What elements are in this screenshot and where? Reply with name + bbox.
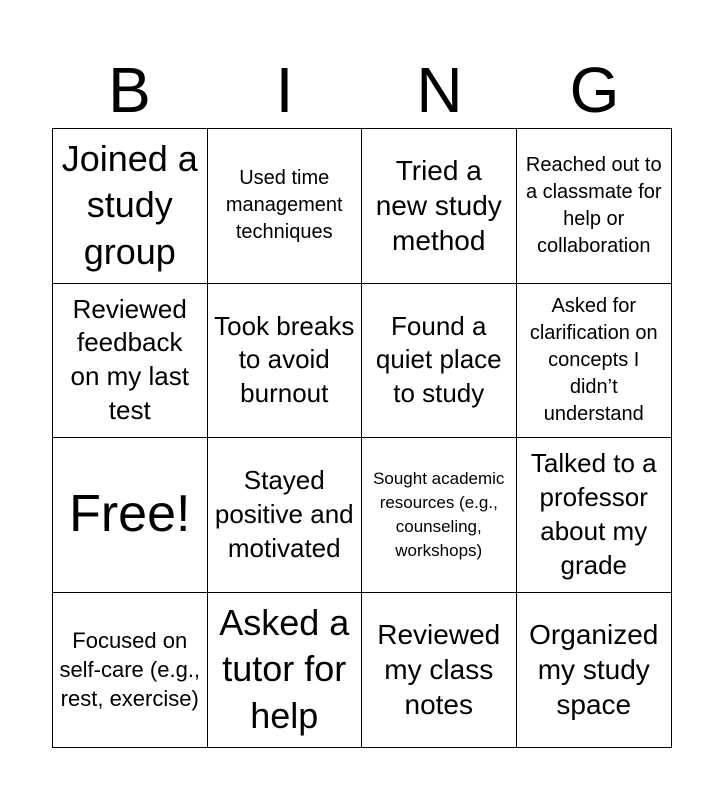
bingo-cell[interactable] xyxy=(362,284,517,439)
bingo-cell-label: Focused on self-care (e.g., rest, exercise) xyxy=(59,628,201,712)
bingo-cell-label: Organized my study space xyxy=(529,619,659,721)
bingo-cell-label: Reviewed feedback on my last test xyxy=(70,293,189,426)
bingo-cell[interactable] xyxy=(517,284,672,439)
bingo-cell-label: Reached out to a classmate for help or collaboration xyxy=(525,153,662,257)
bingo-cell[interactable] xyxy=(362,129,517,284)
bingo-cell[interactable] xyxy=(53,284,208,439)
header-letter-i: I xyxy=(275,54,294,126)
bingo-cell-label: Stayed positive and motivated xyxy=(214,465,354,563)
bingo-cell[interactable] xyxy=(517,438,672,593)
bingo-cell-label: Found a quiet place to study xyxy=(375,310,502,409)
header-letter-n: N xyxy=(416,54,463,126)
bingo-header xyxy=(52,52,672,128)
bingo-cell-label: Reviewed my class notes xyxy=(377,619,501,721)
bingo-cell-label: Free! xyxy=(69,485,191,544)
bingo-cell-label: Sought academic resources (e.g., counseling, workshops) xyxy=(373,469,505,560)
bingo-cell[interactable] xyxy=(208,284,363,439)
bingo-cell[interactable] xyxy=(208,438,363,593)
free-space-cell[interactable] xyxy=(53,438,208,593)
bingo-cell-label: Took breaks to avoid burnout xyxy=(214,310,355,409)
bingo-cell-label: Asked a tutor for help xyxy=(219,601,350,737)
bingo-cell-label: Used time management techniques xyxy=(225,167,343,244)
bingo-cell[interactable] xyxy=(517,593,672,748)
bingo-cell-label: Asked for clarification on concepts I didn’t understand xyxy=(529,294,658,425)
bingo-cell[interactable] xyxy=(53,129,208,284)
bingo-cell[interactable] xyxy=(53,593,208,748)
header-letter-g: G xyxy=(569,54,620,126)
bingo-cell[interactable] xyxy=(208,129,363,284)
bingo-cell[interactable] xyxy=(362,593,517,748)
bingo-cell[interactable] xyxy=(208,593,363,748)
bingo-card-grid xyxy=(52,128,672,748)
bingo-cell-label: Joined a study group xyxy=(61,137,198,273)
bingo-cell-label: Talked to a professor about my grade xyxy=(530,448,657,580)
header-letter-b: B xyxy=(108,54,151,126)
bingo-cell[interactable] xyxy=(517,129,672,284)
bingo-cell-label: Tried a new study method xyxy=(375,155,502,257)
bingo-cell[interactable] xyxy=(362,438,517,593)
